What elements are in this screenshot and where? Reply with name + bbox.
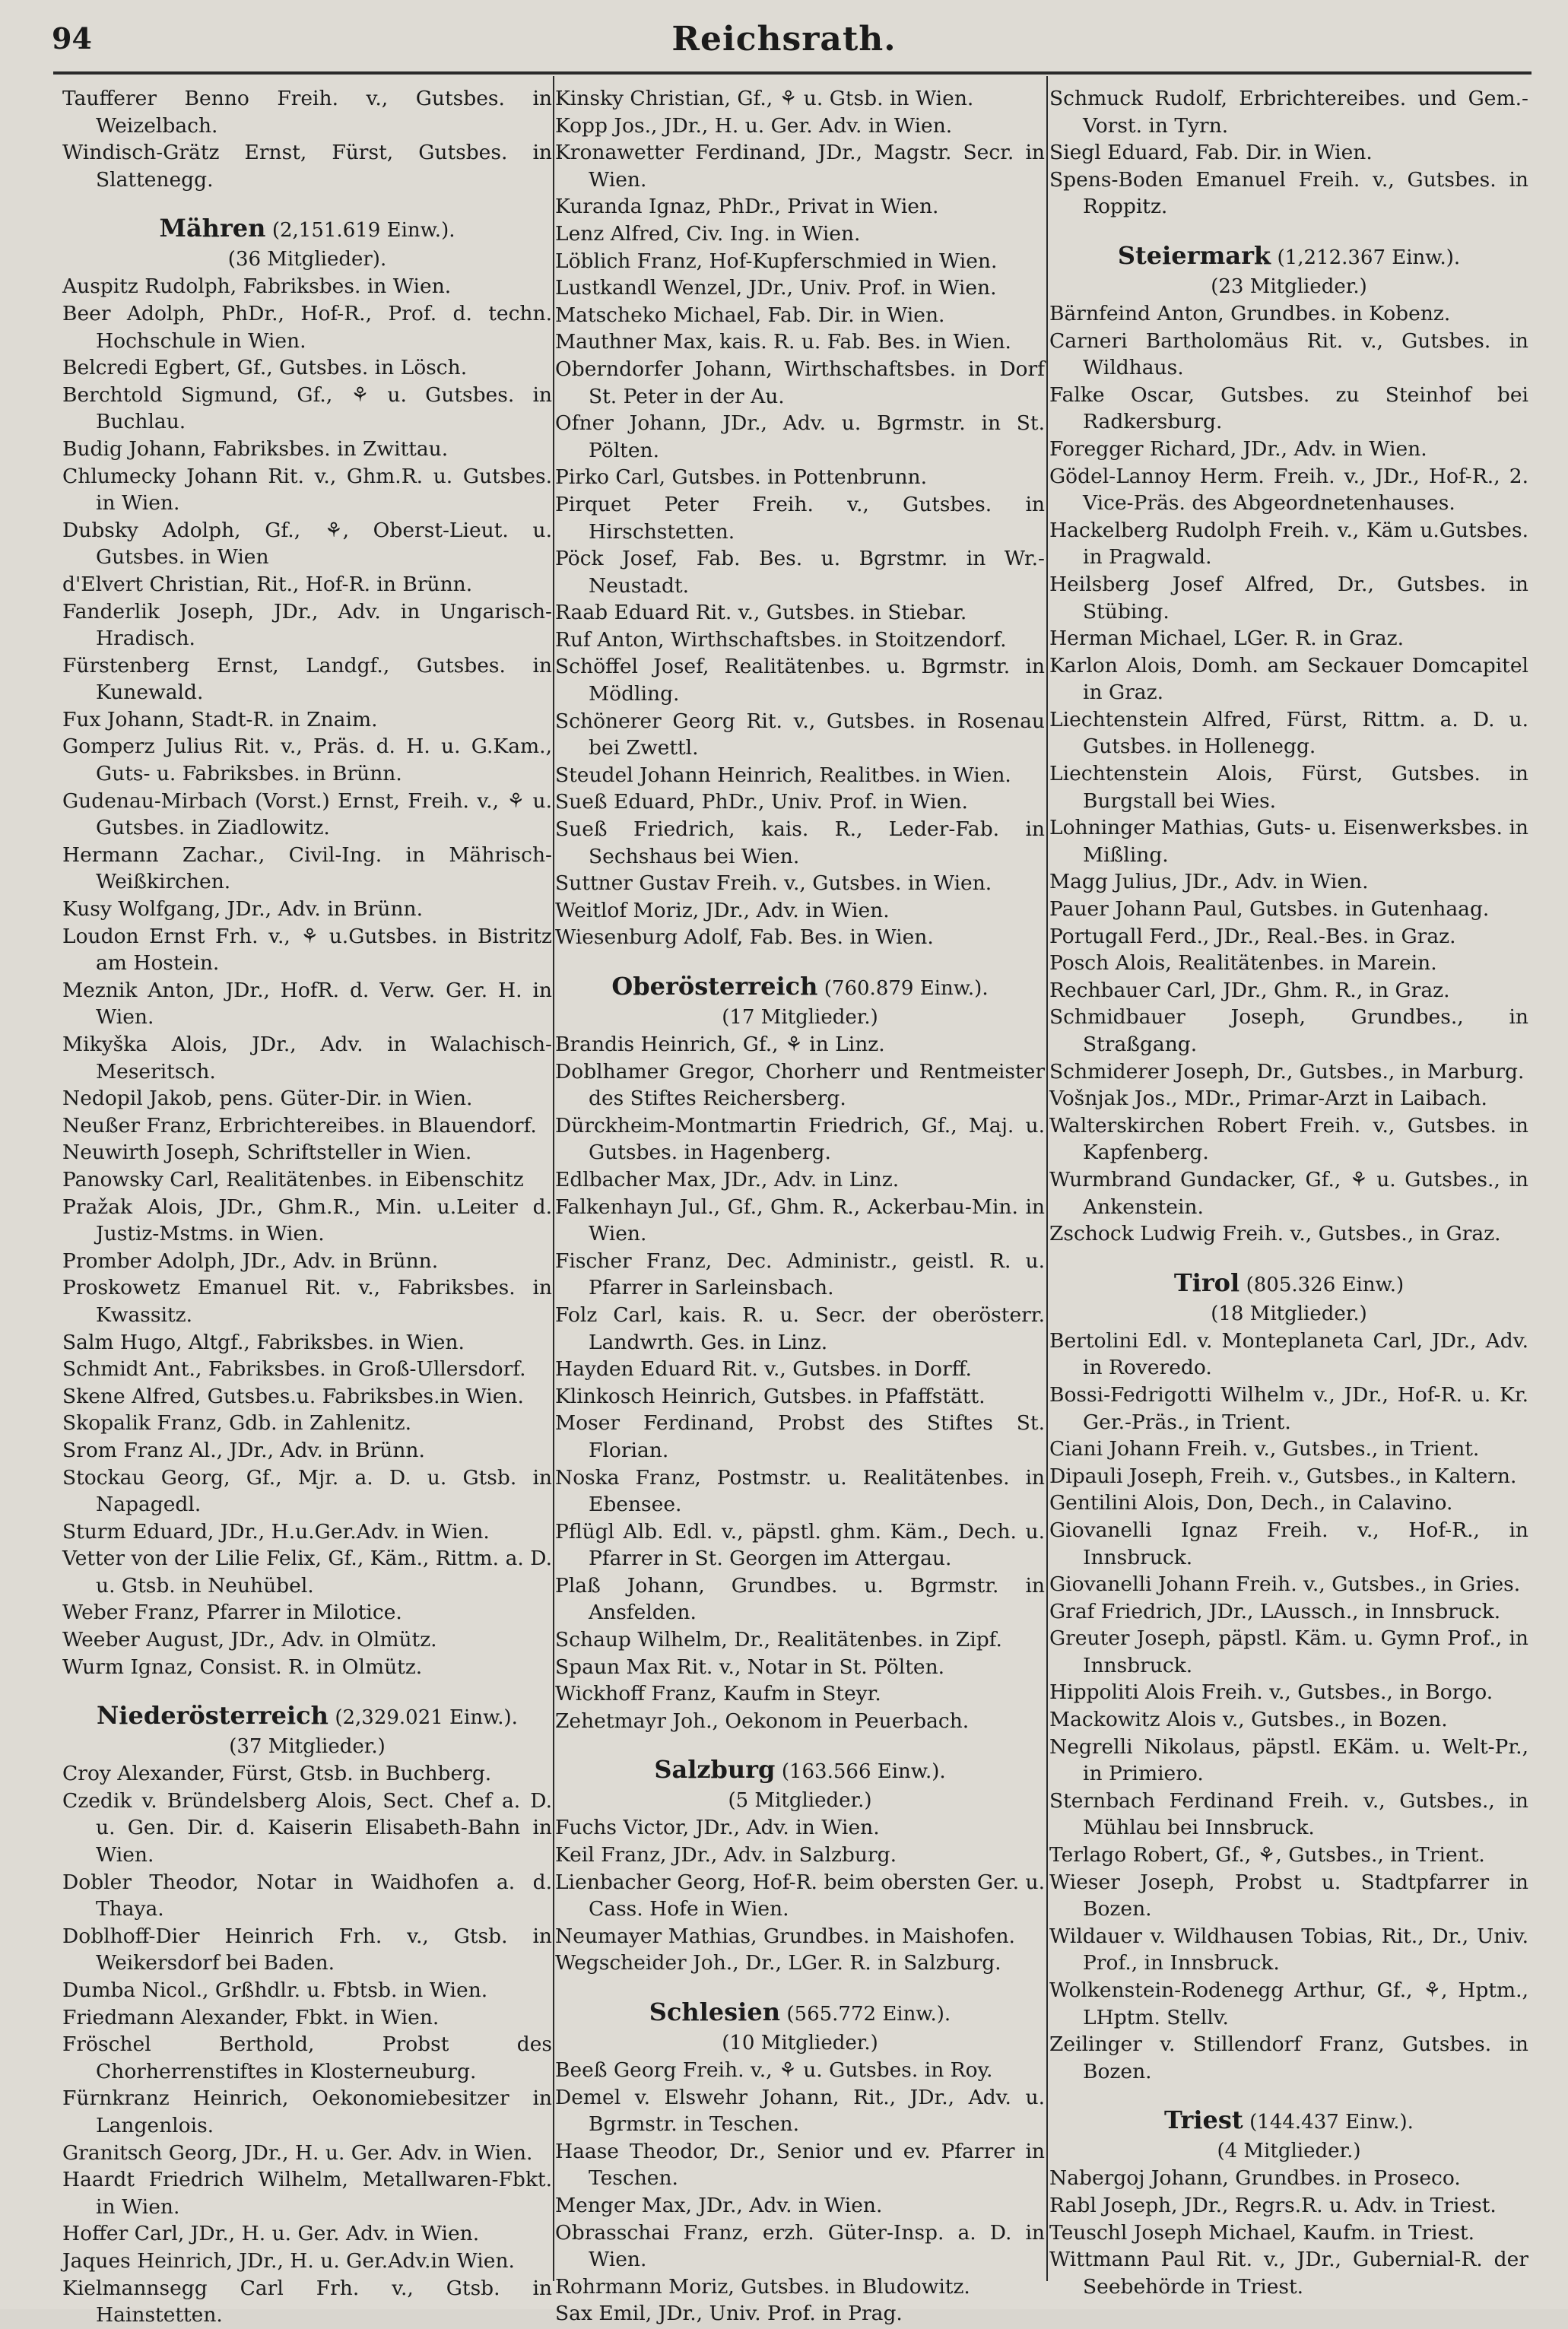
member-entry: Liechtenstein Alois, Fürst, Gutsbes. in Burgstall bei Wies. (1049, 762, 1528, 813)
member-entry: Wurm Ignaz, Consist. R. in Olmütz. (62, 1655, 423, 1679)
member-entry: Wickhoff Franz, Kaufm in Steyr. (555, 1682, 881, 1706)
member-entry: Portugall Ferd., JDr., Real.-Bes. in Graz. (1049, 924, 1456, 948)
member-entry: Sueß Friedrich, kais. R., Leder-Fab. in Sechshaus bei Wien. (555, 817, 1045, 868)
column-3 (1049, 85, 1528, 2299)
region-heading (62, 1700, 552, 1733)
region-population: (2,329.021 Einw.). (335, 1706, 518, 1730)
region-heading (62, 213, 552, 246)
member-entry: Carneri Bartholomäus Rit. v., Gutsbes. in Wildhaus. (1049, 328, 1528, 380)
column-2 (555, 85, 1045, 2326)
member-entry: Kronawetter Ferdinand, JDr., Magstr. Secr. in Wien. (555, 141, 1045, 192)
member-entry: Fanderlik Joseph, JDr., Adv. in Ungarisch-Hradisch. (62, 599, 552, 651)
member-entry: Heilsberg Josef Alfred, Dr., Gutsbes. in Stübing. (1049, 572, 1528, 623)
member-entry: Ruf Anton, Wirthschaftsbes. in Stoitzendorf. (555, 627, 1007, 652)
member-entry: Greuter Joseph, päpstl. Käm. u. Gymn Prof., in Innsbruck. (1049, 1626, 1528, 1677)
member-entry: Raab Eduard Rit. v., Gutsbes. in Stiebar. (555, 601, 967, 625)
region-population: (805.326 Einw.) (1246, 1273, 1405, 1296)
member-entry: Falkenhayn Jul., Gf., Ghm. R., Ackerbau-Min. in Wien. (555, 1195, 1045, 1246)
member-entry: Granitsch Georg, JDr., H. u. Ger. Adv. in Wien. (62, 2140, 533, 2165)
member-entry: Gomperz Julius Rit. v., Präs. d. H. u. G.Kam., Guts- u. Fabriksbes. in Brünn. (62, 735, 552, 786)
page-number: 94 (52, 21, 92, 56)
member-entry: Neumayer Mathias, Grundbes. in Maishofen. (555, 1924, 1015, 1948)
member-entry: Gödel-Lannoy Herm. Freih. v., JDr., Hof-R., 2. Vice-Präs. des Abgeordnetenhauses. (1049, 464, 1528, 516)
member-entry: Plaß Johann, Grundbes. u. Bgrmstr. in Ansfelden. (555, 1573, 1045, 1625)
member-entry: Hayden Eduard Rit. v., Gutsbes. in Dorff. (555, 1357, 972, 1382)
member-entry: Neuwirth Joseph, Schriftsteller in Wien. (62, 1141, 472, 1165)
member-entry: Demel v. Elswehr Johann, Rit., JDr., Adv. u. Bgrmstr. in Teschen. (555, 2085, 1045, 2137)
member-entry: Neußer Franz, Erbrichtereibes. in Blauendorf. (62, 1113, 537, 1138)
member-entry: Taufferer Benno Freih. v., Gutsbes. in Weizelbach. (62, 87, 552, 138)
column-divider-1 (553, 76, 554, 2281)
member-entry: Dipauli Joseph, Freih. v., Gutsbes., in Kaltern. (1049, 1464, 1517, 1488)
region-name: Salzburg (654, 1755, 776, 1785)
member-entry: Kuranda Ignaz, PhDr., Privat in Wien. (555, 195, 939, 219)
region-population: (565.772 Einw.). (786, 2003, 951, 2026)
member-entry: Haardt Friedrich Wilhelm, Metallwaren-Fbkt. in Wien. (62, 2168, 552, 2219)
member-entry: Ofner Johann, JDr., Adv. u. Bgrmstr. in St. Pölten. (555, 411, 1045, 462)
member-entry: Spaun Max Rit. v., Notar in St. Pölten. (555, 1655, 945, 1679)
member-entry: Bossi-Fedrigotti Wilhelm v., JDr., Hof-R. u. Kr. Ger.-Präs., in Trient. (1049, 1382, 1528, 1434)
member-entry: Fux Johann, Stadt-R. in Znaim. (62, 707, 378, 731)
member-entry: Magg Julius, JDr., Adv. in Wien. (1049, 870, 1369, 894)
member-entry: Beer Adolph, PhDr., Hof-R., Prof. d. techn. Hochschule in Wien. (62, 301, 552, 353)
member-entry: Zehetmayr Joh., Oekonom in Peuerbach. (555, 1709, 970, 1733)
member-entry: Sturm Eduard, JDr., H.u.Ger.Adv. in Wien. (62, 1519, 490, 1544)
member-entry: Loudon Ernst Frh. v., ⚘ u.Gutsbes. in Bistritz am Hostein. (62, 924, 552, 976)
member-entry: Weber Franz, Pfarrer in Milotice. (62, 1601, 402, 1625)
region-section-header (1049, 240, 1528, 300)
member-entry: Terlago Robert, Gf., ⚘, Gutsbes., in Trient. (1049, 1843, 1485, 1867)
member-entry: Dobler Theodor, Notar in Waidhofen a. d. Thaya. (62, 1870, 552, 1921)
member-entry: Skopalik Franz, Gdb. in Zahlenitz. (62, 1411, 412, 1436)
member-entry: Auspitz Rudolph, Fabriksbes. in Wien. (62, 274, 452, 299)
region-population: (163.566 Einw.). (781, 1760, 946, 1784)
member-entry: Wildauer v. Wildhausen Tobias, Rit., Dr., Univ. Prof., in Innsbruck. (1049, 1924, 1528, 1975)
member-entry: Fuchs Victor, JDr., Adv. in Wien. (555, 1816, 880, 1840)
region-section-header (1049, 2105, 1528, 2165)
member-entry: Karlon Alois, Domh. am Seckauer Domcapitel in Graz. (1049, 653, 1528, 705)
member-entry: Graf Friedrich, JDr., LAussch., in Innsbruck. (1049, 1599, 1501, 1623)
member-entry: Kielmannsegg Carl Frh. v., Gtsb. in Hainstetten. (62, 2276, 552, 2327)
region-population: (1,212.367 Einw.). (1277, 246, 1461, 269)
member-entry: Walterskirchen Robert Freih. v., Gutsbes. in Kapfenberg. (1049, 1113, 1528, 1165)
member-entry: Rabl Joseph, JDr., Regrs.R. u. Adv. in Triest. (1049, 2193, 1497, 2217)
member-entry: Moser Ferdinand, Probst des Stiftes St. Florian. (555, 1411, 1045, 1462)
member-entry: Dürckheim-Montmartin Friedrich, Gf., Maj. u. Gutsbes. in Hagenberg. (555, 1113, 1045, 1165)
region-section-header (555, 971, 1045, 1031)
member-entry: Pirko Carl, Gutsbes. in Pottenbrunn. (555, 465, 928, 490)
member-entry: Pflügl Alb. Edl. v., päpstl. ghm. Käm., Dech. u. Pfarrer in St. Georgen im Attergau. (555, 1519, 1045, 1571)
member-entry: Schmiderer Joseph, Dr., Gutsbes., in Marburg. (1049, 1059, 1525, 1084)
member-entry: Bärnfeind Anton, Grundbes. in Kobenz. (1049, 301, 1451, 325)
member-entry: Kopp Jos., JDr., H. u. Ger. Adv. in Wien. (555, 113, 953, 138)
member-entry: Schmidt Ant., Fabriksbes. in Groß-Ullersdorf. (62, 1357, 526, 1382)
member-entry: Beeß Georg Freih. v., ⚘ u. Gutsbes. in Roy. (555, 2058, 993, 2082)
member-entry: Chlumecky Johann Rit. v., Ghm.R. u. Gutsbes. in Wien. (62, 464, 552, 516)
member-entry: Mackowitz Alois v., Gutsbes., in Bozen. (1049, 1708, 1448, 1732)
member-entry: Czedik v. Bründelsberg Alois, Sect. Chef a. D. u. Gen. Dir. d. Kaiserin Elisabeth-Bahn in Wien. (62, 1788, 552, 1867)
member-entry: Brandis Heinrich, Gf., ⚘ in Linz. (555, 1033, 885, 1056)
member-entry: Fürstenberg Ernst, Landgf., Gutsbes. in Kunewald. (62, 653, 552, 705)
member-entry: Pöck Josef, Fab. Bes. u. Bgrstmr. in Wr.-Neustadt. (555, 547, 1045, 598)
region-population: (760.879 Einw.). (824, 977, 989, 1000)
member-entry: Kusy Wolfgang, JDr., Adv. in Brünn. (62, 897, 423, 922)
region-name: Steiermark (1117, 240, 1271, 270)
region-heading (555, 1754, 1045, 1787)
region-heading (555, 971, 1045, 1004)
member-entry: Klinkosch Heinrich, Gutsbes. in Pfaffstätt. (555, 1384, 986, 1408)
member-entry: Fürnkranz Heinrich, Oekonomiebesitzer in Langenlois. (62, 2086, 552, 2137)
member-entry: Lienbacher Georg, Hof-R. beim obersten Ger. u. Cass. Hofe in Wien. (555, 1870, 1045, 1921)
region-name: Tirol (1173, 1268, 1240, 1297)
member-entry: Sax Emil, JDr., Univ. Prof. in Prag. (555, 2302, 903, 2326)
member-entry: Lohninger Mathias, Guts- u. Eisenwerksbes. in Mißling. (1049, 816, 1528, 867)
member-entry: Noska Franz, Postmstr. u. Realitätenbes. in Ebensee. (555, 1465, 1045, 1517)
member-entry: Budig Johann, Fabriksbes. in Zwittau. (62, 436, 449, 461)
member-entry: Doblhamer Gregor, Chorherr und Rentmeister des Stiftes Reichersberg. (555, 1059, 1045, 1111)
region-population: (144.437 Einw.). (1249, 2111, 1414, 2134)
region-name: Schlesien (649, 1997, 780, 2026)
member-entry: Berchtold Sigmund, Gf., ⚘ u. Gutsbes. in Buchlau. (62, 382, 552, 434)
region-member-count: (17 Mitglieder.) (722, 1006, 878, 1029)
member-entry: Oberndorfer Johann, Wirthschaftsbes. in Dorf St. Peter in der Au. (555, 357, 1045, 408)
member-entry: Wegscheider Joh., Dr., LGer. R. in Salzburg. (555, 1951, 1001, 1975)
member-entry: Proskowetz Emanuel Rit. v., Fabriksbes. in Kwassitz. (62, 1276, 552, 1327)
member-entry: Haase Theodor, Dr., Senior und ev. Pfarrer in Teschen. (555, 2139, 1045, 2191)
member-entry: Rechbauer Carl, JDr., Ghm. R., in Graz. (1049, 978, 1450, 1002)
member-entry: Liechtenstein Alfred, Fürst, Rittm. a. D. u. Gutsbes. in Hollenegg. (1049, 707, 1528, 759)
member-entry: Schöffel Josef, Realitätenbes. u. Bgrmstr. in Mödling. (555, 655, 1045, 706)
region-name: Triest (1164, 2105, 1243, 2135)
member-entry: Giovanelli Ignaz Freih. v., Hof-R., in Innsbruck. (1049, 1518, 1528, 1569)
member-entry: Folz Carl, kais. R. u. Secr. der oberösterr. Landwrth. Ges. in Linz. (555, 1303, 1045, 1354)
member-entry: Ciani Johann Freih. v., Gutsbes., in Trient. (1049, 1437, 1480, 1461)
member-entry: Belcredi Egbert, Gf., Gutsbes. in Lösch. (62, 356, 468, 380)
header-rule (53, 71, 1531, 75)
member-entry: Edlbacher Max, JDr., Adv. in Linz. (555, 1167, 900, 1191)
region-section-header (1049, 1268, 1528, 1328)
member-entry: Mauthner Max, kais. R. u. Fab. Bes. in Wien. (555, 330, 1011, 354)
member-entry: Herman Michael, LGer. R. in Graz. (1049, 627, 1405, 651)
page-title: Reichsrath. (671, 20, 897, 59)
member-entry: Weeber August, JDr., Adv. in Olmütz. (62, 1628, 437, 1652)
member-entry: Löblich Franz, Hof-Kupferschmied in Wien. (555, 249, 998, 273)
region-section-header (62, 213, 552, 273)
member-entry: Siegl Eduard, Fab. Dir. in Wien. (1049, 141, 1373, 165)
region-section-header (62, 1700, 552, 1760)
member-entry: Salm Hugo, Altgf., Fabriksbes. in Wien. (62, 1330, 465, 1354)
member-entry: d'Elvert Christian, Rit., Hof-R. in Brünn. (62, 572, 473, 596)
region-heading (555, 1997, 1045, 2029)
member-entry: Dumba Nicol., Grßhdlr. u. Fbtsb. in Wien. (62, 1978, 488, 2002)
member-entry: Lustkandl Wenzel, JDr., Univ. Prof. in Wien. (555, 276, 997, 300)
member-entry: Nedopil Jakob, pens. Güter-Dir. in Wien. (62, 1087, 473, 1111)
member-entry: Fröschel Berthold, Probst des Chorherrenstiftes in Klosterneuburg. (62, 2032, 552, 2083)
region-name: Mähren (159, 214, 266, 243)
region-population: (2,151.619 Einw.). (271, 219, 455, 243)
member-entry: Suttner Gustav Freih. v., Gutsbes. in Wien. (555, 871, 992, 896)
member-entry: Foregger Richard, JDr., Adv. in Wien. (1049, 436, 1427, 461)
member-entry: Zschock Ludwig Freih. v., Gutsbes., in Graz. (1049, 1222, 1501, 1246)
region-heading (1049, 1268, 1528, 1300)
member-entry: Skene Alfred, Gutsbes.u. Fabriksbes.in Wien. (62, 1384, 524, 1408)
member-entry: Gudenau-Mirbach (Vorst.) Ernst, Freih. v., ⚘ u. Gutsbes. in Ziadlowitz. (62, 788, 552, 840)
member-entry: Wieser Joseph, Probst u. Stadtpfarrer in Bozen. (1049, 1870, 1528, 1921)
region-section-header (555, 1997, 1045, 2057)
column-divider-2 (1046, 76, 1048, 2281)
member-entry: Panowsky Carl, Realitätenbes. in Eibenschitz (62, 1167, 524, 1191)
member-entry: Posch Alois, Realitätenbes. in Marein. (1049, 951, 1437, 976)
member-entry: Obrasschai Franz, erzh. Güter-Insp. a. D. in Wien. (555, 2220, 1045, 2272)
member-entry: Mikyška Alois, JDr., Adv. in Walachisch-Meseritsch. (62, 1033, 552, 1084)
region-member-count: (18 Mitglieder.) (1211, 1302, 1367, 1325)
member-entry: Zeilinger v. Stillendorf Franz, Gutsbes. in Bozen. (1049, 2032, 1528, 2083)
member-entry: Teuschl Joseph Michael, Kaufm. in Triest. (1049, 2220, 1474, 2245)
member-entry: Menger Max, JDr., Adv. in Wien. (555, 2193, 883, 2217)
member-entry: Doblhoff-Dier Heinrich Frh. v., Gtsb. in Weikersdorf bei Baden. (62, 1924, 552, 1975)
member-entry: Jaques Heinrich, JDr., H. u. Ger.Adv.in Wien. (62, 2248, 515, 2273)
member-entry: Wolkenstein-Rodenegg Arthur, Gf., ⚘, Hptm., LHptm. Stellv. (1049, 1978, 1528, 2029)
region-member-count: (5 Mitglieder.) (728, 1789, 872, 1813)
member-entry: Sueß Eduard, PhDr., Univ. Prof. in Wien. (555, 790, 968, 814)
member-entry: Hippoliti Alois Freih. v., Gutsbes., in Borgo. (1049, 1680, 1493, 1705)
member-entry: Srom Franz Al., JDr., Adv. in Brünn. (62, 1438, 425, 1462)
member-entry: Wiesenburg Adolf, Fab. Bes. in Wien. (555, 925, 934, 950)
member-entry: Meznik Anton, JDr., HofR. d. Verw. Ger. H. in Wien. (62, 978, 552, 1030)
member-entry: Keil Franz, JDr., Adv. in Salzburg. (555, 1843, 897, 1867)
region-member-count: (4 Mitglieder.) (1217, 2140, 1361, 2163)
region-heading (1049, 2105, 1528, 2137)
member-entry: Nabergoj Johann, Grundbes. in Proseco. (1049, 2166, 1461, 2191)
member-entry: Stockau Georg, Gf., Mjr. a. D. u. Gtsb. in Napagedl. (62, 1465, 552, 1517)
member-entry: Vetter von der Lilie Felix, Gf., Käm., Rittm. a. D. u. Gtsb. in Neuhübel. (62, 1547, 552, 1598)
region-name: Oberösterreich (611, 972, 818, 1001)
member-entry: Vošnjak Jos., MDr., Primar-Arzt in Laibach. (1049, 1087, 1487, 1111)
member-entry: Hoffer Carl, JDr., H. u. Ger. Adv. in Wien. (62, 2222, 480, 2246)
member-entry: Promber Adolph, JDr., Adv. in Brünn. (62, 1249, 439, 1273)
member-entry: Gentilini Alois, Don, Dech., in Calavino. (1049, 1491, 1453, 1515)
member-entry: Wurmbrand Gundacker, Gf., ⚘ u. Gutsbes., in Ankenstein. (1049, 1167, 1528, 1219)
member-entry: Spens-Boden Emanuel Freih. v., Gutsbes. in Roppitz. (1049, 167, 1528, 219)
region-name: Niederösterreich (97, 1701, 329, 1731)
member-entry: Bertolini Edl. v. Monteplaneta Carl, JDr., Adv. in Roveredo. (1049, 1328, 1528, 1380)
member-entry: Windisch-Grätz Ernst, Fürst, Gutsbes. in Slattenegg. (62, 141, 552, 192)
member-entry: Fischer Franz, Dec. Administr., geistl. R. u. Pfarrer in Sarleinsbach. (555, 1249, 1045, 1300)
member-entry: Steudel Johann Heinrich, Realitbes. in Wien. (555, 763, 1011, 787)
member-entry: Weitlof Moriz, JDr., Adv. in Wien. (555, 898, 890, 922)
member-entry: Friedmann Alexander, Fbkt. in Wien. (62, 2005, 440, 2029)
member-entry: Negrelli Nikolaus, päpstl. EKäm. u. Welt-Pr., in Primiero. (1049, 1734, 1528, 1786)
member-entry: Lenz Alfred, Civ. Ing. in Wien. (555, 221, 861, 246)
member-entry: Kinsky Christian, Gf., ⚘ u. Gtsb. in Wien. (555, 87, 974, 110)
member-entry: Schmuck Rudolf, Erbrichtereibes. und Gem.-Vorst. in Tyrn. (1049, 87, 1528, 138)
region-member-count: (10 Mitglieder.) (722, 2032, 878, 2055)
member-entry: Giovanelli Johann Freih. v., Gutsbes., in Gries. (1049, 1572, 1521, 1597)
member-entry: Schaup Wilhelm, Dr., Realitätenbes. in Zipf. (555, 1628, 1002, 1652)
member-entry: Pauer Johann Paul, Gutsbes. in Gutenhaag. (1049, 897, 1490, 922)
member-entry: Croy Alexander, Fürst, Gtsb. in Buchberg. (62, 1762, 492, 1786)
region-member-count: (37 Mitglieder.) (229, 1735, 386, 1759)
member-entry: Dubsky Adolph, Gf., ⚘, Oberst-Lieut. u. Gutsbes. in Wien (62, 518, 552, 570)
member-entry: Pražak Alois, JDr., Ghm.R., Min. u.Leiter d. Justiz-Mstms. in Wien. (62, 1195, 552, 1246)
region-heading (1049, 240, 1528, 273)
region-member-count: (23 Mitglieder.) (1211, 274, 1367, 298)
member-entry: Hackelberg Rudolph Freih. v., Käm u.Gutsbes. in Pragwald. (1049, 518, 1528, 570)
region-member-count: (36 Mitglieder). (227, 248, 387, 271)
member-entry: Falke Oscar, Gutsbes. zu Steinhof bei Radkersburg. (1049, 382, 1528, 434)
column-1 (62, 85, 552, 2327)
member-entry: Pirquet Peter Freih. v., Gutsbes. in Hirschstetten. (555, 492, 1045, 544)
member-entry: Schönerer Georg Rit. v., Gutsbes. in Rosenau bei Zwettl. (555, 709, 1045, 760)
member-entry: Rohrmann Moriz, Gutsbes. in Bludowitz. (555, 2274, 970, 2299)
member-entry: Wittmann Paul Rit. v., JDr., Gubernial-R. der Seebehörde in Triest. (1049, 2248, 1528, 2299)
member-entry: Schmidbauer Joseph, Grundbes., in Straßgang. (1049, 1005, 1528, 1056)
member-entry: Sternbach Ferdinand Freih. v., Gutsbes., in Mühlau bei Innsbruck. (1049, 1788, 1528, 1840)
member-entry: Hermann Zachar., Civil-Ing. in Mährisch-Weißkirchen. (62, 842, 552, 894)
member-entry: Matscheko Michael, Fab. Dir. in Wien. (555, 303, 945, 327)
region-section-header (555, 1754, 1045, 1814)
